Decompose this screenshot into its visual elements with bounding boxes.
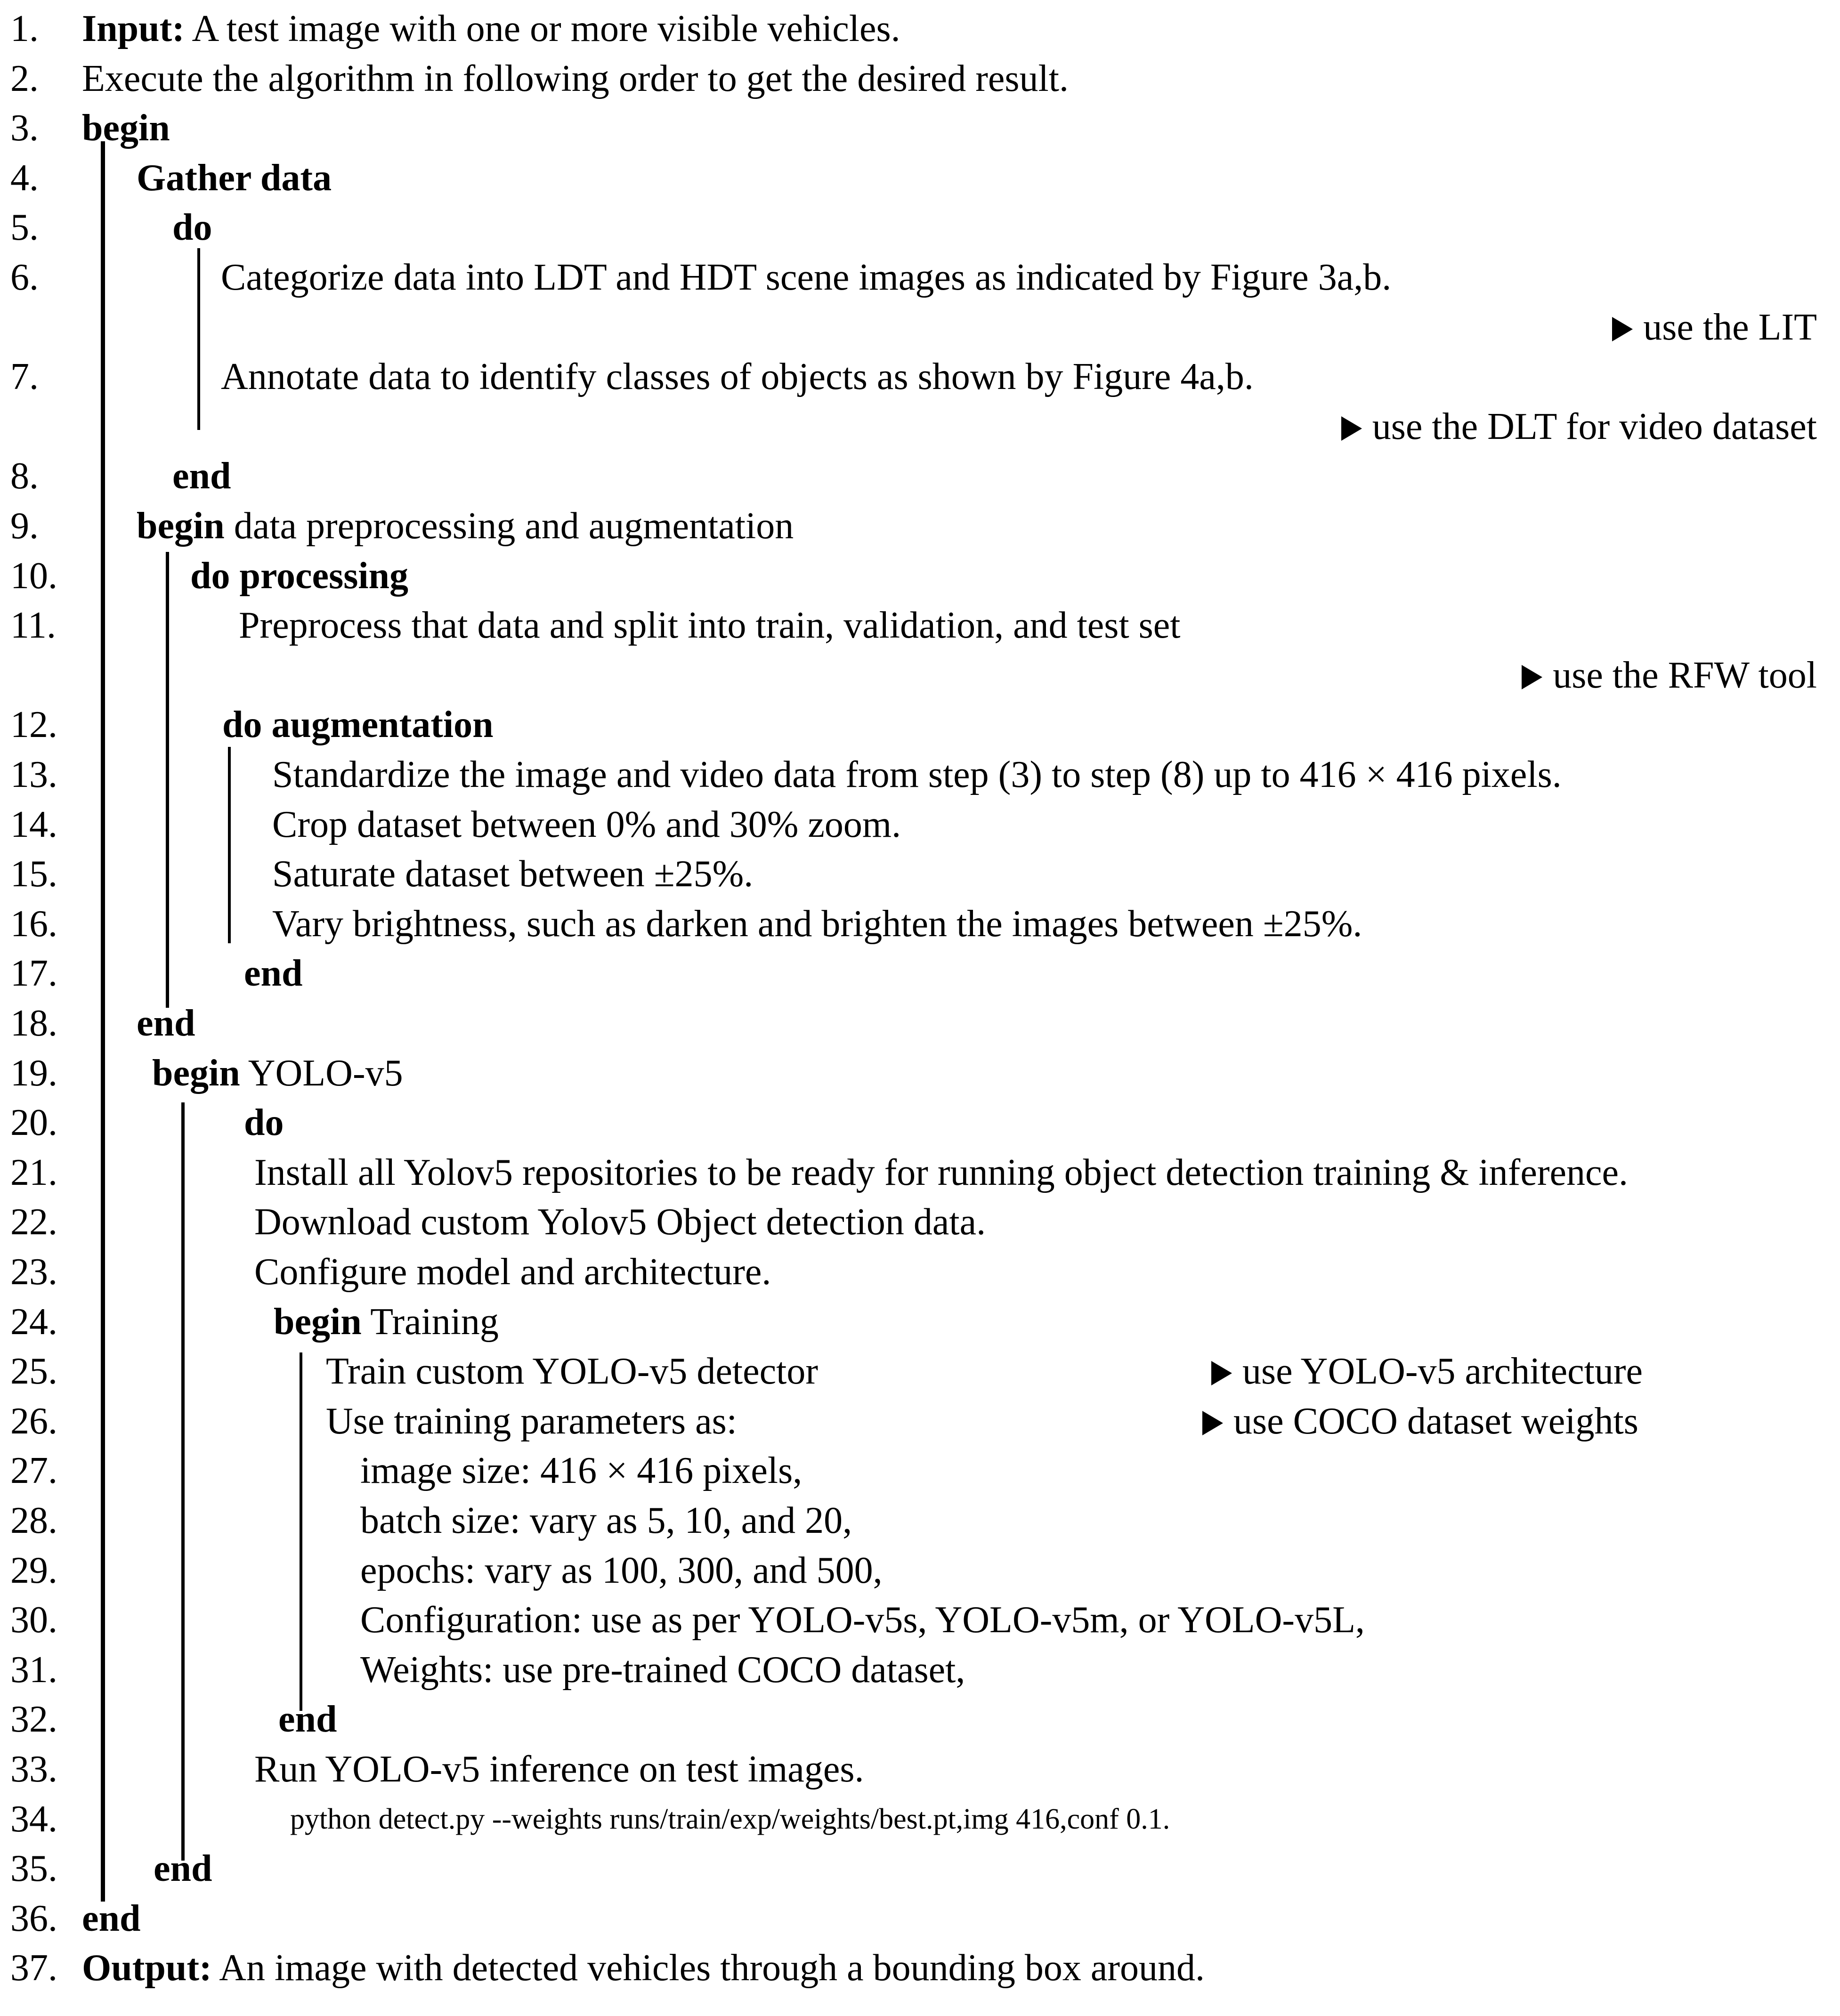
line-number: 6. — [10, 257, 39, 298]
line-number: 1. — [10, 8, 39, 49]
algo-line-21 — [0, 1148, 1840, 1198]
algo-line-6 — [0, 252, 1840, 302]
line-text: Vary brightness, such as darken and brighten the images between ±25%. — [272, 903, 1362, 945]
line-text: Run YOLO-v5 inference on test images. — [254, 1749, 864, 1790]
algo-line-14 — [0, 800, 1840, 850]
annotation-text: use the LIT — [1643, 307, 1817, 348]
algo-line-6-note — [0, 302, 1840, 352]
line-number: 10. — [10, 555, 57, 597]
line-text: YOLO-v5 — [240, 1053, 403, 1094]
algo-line-15 — [0, 849, 1840, 899]
line-number: 7. — [10, 356, 39, 397]
algo-line-27 — [0, 1446, 1840, 1496]
line-number: 31. — [10, 1649, 57, 1691]
algo-line-11-note — [0, 650, 1840, 700]
annotation-text: use the RFW tool — [1553, 655, 1817, 696]
line-text: Categorize data into LDT and HDT scene images as indicated by Figure 3a,b. — [221, 257, 1392, 298]
keyword: end — [154, 1848, 212, 1889]
annotation-text: use COCO dataset weights — [1233, 1401, 1638, 1442]
keyword: do processing — [190, 555, 409, 597]
line-text: Preprocess that data and split into train, validation, and test set — [239, 605, 1181, 646]
line-text: Weights: use pre-trained COCO dataset, — [360, 1649, 965, 1691]
line-text: Download custom Yolov5 Object detection data. — [254, 1201, 986, 1243]
keyword: Output: — [82, 1947, 212, 1989]
algo-line-4 — [0, 153, 1840, 203]
algo-line-37 — [0, 1943, 1840, 1993]
line-number: 33. — [10, 1749, 57, 1790]
keyword: Gather data — [137, 157, 332, 199]
annotation-text: use YOLO-v5 architecture — [1242, 1351, 1643, 1392]
algo-line-30 — [0, 1595, 1840, 1645]
algo-line-7 — [0, 352, 1840, 402]
algo-line-36 — [0, 1894, 1840, 1943]
line-number: 26. — [10, 1401, 57, 1442]
keyword: begin — [137, 505, 225, 547]
algo-line-34 — [0, 1794, 1840, 1844]
algo-line-17 — [0, 948, 1840, 998]
triangle-marker-icon — [1341, 416, 1362, 441]
line-number: 9. — [10, 505, 39, 547]
algo-line-13 — [0, 750, 1840, 800]
algo-line-10 — [0, 551, 1840, 601]
keyword: do — [244, 1102, 284, 1143]
algo-line-12 — [0, 700, 1840, 750]
line-number: 27. — [10, 1450, 57, 1491]
line-number: 29. — [10, 1550, 57, 1591]
line-text: An image with detected vehicles through a bounding box around. — [211, 1947, 1205, 1989]
algo-line-35 — [0, 1844, 1840, 1894]
line-text: Train custom YOLO-v5 detector — [326, 1351, 818, 1392]
algo-line-2 — [0, 54, 1840, 104]
line-number: 19. — [10, 1053, 57, 1094]
line-number: 36. — [10, 1898, 57, 1939]
line-text: epochs: vary as 100, 300, and 500, — [360, 1550, 883, 1591]
algo-line-20 — [0, 1098, 1840, 1148]
line-number: 32. — [10, 1699, 57, 1740]
triangle-marker-icon — [1522, 665, 1542, 689]
keyword: Input: — [82, 8, 185, 49]
algo-line-5 — [0, 202, 1840, 252]
keyword: end — [278, 1699, 337, 1740]
line-number: 35. — [10, 1848, 57, 1889]
algo-line-29 — [0, 1546, 1840, 1595]
triangle-marker-icon — [1211, 1361, 1232, 1385]
algo-line-26 — [0, 1396, 1840, 1446]
algo-line-9 — [0, 501, 1840, 551]
line-number: 3. — [10, 107, 39, 149]
line-number: 11. — [10, 605, 57, 646]
line-number: 34. — [10, 1798, 57, 1840]
line-text: A test image with one or more visible vehicles. — [184, 8, 900, 49]
algo-line-3 — [0, 103, 1840, 153]
line-text: data preprocessing and augmentation — [224, 505, 794, 547]
algo-line-28 — [0, 1496, 1840, 1546]
command-text: python detect.py --weights runs/train/exp/weights/best.pt,img 416,conf 0.1. — [290, 1803, 1170, 1835]
algo-line-23 — [0, 1247, 1840, 1297]
keyword: do augmentation — [222, 704, 494, 745]
algo-line-8 — [0, 451, 1840, 501]
algo-line-24 — [0, 1297, 1840, 1347]
line-number: 13. — [10, 754, 57, 795]
line-number: 37. — [10, 1947, 57, 1989]
line-number: 16. — [10, 903, 57, 945]
line-number: 4. — [10, 157, 39, 199]
line-text: image size: 416 × 416 pixels, — [360, 1450, 802, 1491]
line-number: 25. — [10, 1351, 57, 1392]
algo-line-11 — [0, 600, 1840, 650]
line-text: Configuration: use as per YOLO-v5s, YOLO-v5m, or YOLO-v5L, — [360, 1599, 1365, 1641]
line-number: 18. — [10, 1003, 57, 1044]
line-text: Training — [361, 1301, 499, 1343]
line-text: Configure model and architecture. — [254, 1251, 771, 1293]
line-number: 5. — [10, 207, 39, 248]
line-number: 2. — [10, 58, 39, 99]
annotation-text: use the DLT for video dataset — [1372, 406, 1817, 447]
keyword: end — [82, 1898, 141, 1939]
line-number: 12. — [10, 704, 57, 745]
algo-line-19 — [0, 1048, 1840, 1098]
line-number: 23. — [10, 1251, 57, 1293]
line-number: 20. — [10, 1102, 57, 1143]
keyword: end — [172, 455, 231, 497]
algo-line-31 — [0, 1645, 1840, 1695]
line-text: Install all Yolov5 repositories to be ready for running object detection training & inference. — [254, 1152, 1628, 1193]
keyword: do — [172, 207, 212, 248]
line-text: Annotate data to identify classes of objects as shown by Figure 4a,b. — [221, 356, 1254, 397]
line-number: 15. — [10, 853, 57, 895]
algo-line-22 — [0, 1197, 1840, 1247]
algo-line-16 — [0, 899, 1840, 949]
line-number: 14. — [10, 804, 57, 845]
keyword: begin — [82, 107, 170, 149]
algo-line-25 — [0, 1346, 1840, 1396]
line-number: 28. — [10, 1500, 57, 1541]
triangle-marker-icon — [1612, 317, 1633, 341]
line-text: Use training parameters as: — [326, 1401, 738, 1442]
line-number: 22. — [10, 1201, 57, 1243]
line-number: 17. — [10, 953, 57, 994]
keyword: begin — [274, 1301, 362, 1343]
keyword: end — [244, 953, 303, 994]
algo-line-1 — [0, 4, 1840, 54]
algo-line-33 — [0, 1744, 1840, 1794]
line-text: Crop dataset between 0% and 30% zoom. — [272, 804, 901, 845]
triangle-marker-icon — [1202, 1411, 1223, 1435]
algo-line-18 — [0, 998, 1840, 1048]
line-number: 8. — [10, 455, 39, 497]
algo-line-7-note — [0, 402, 1840, 452]
line-number: 21. — [10, 1152, 57, 1193]
line-text: Saturate dataset between ±25%. — [272, 853, 754, 895]
line-number: 30. — [10, 1599, 57, 1641]
line-text: batch size: vary as 5, 10, and 20, — [360, 1500, 852, 1541]
line-number: 24. — [10, 1301, 57, 1343]
keyword: end — [137, 1003, 195, 1044]
line-text: Standardize the image and video data from step (3) to step (8) up to 416 × 416 pixels. — [272, 754, 1562, 795]
algo-line-32 — [0, 1694, 1840, 1744]
line-text: Execute the algorithm in following order to get the desired result. — [82, 58, 1069, 99]
keyword: begin — [152, 1053, 240, 1094]
